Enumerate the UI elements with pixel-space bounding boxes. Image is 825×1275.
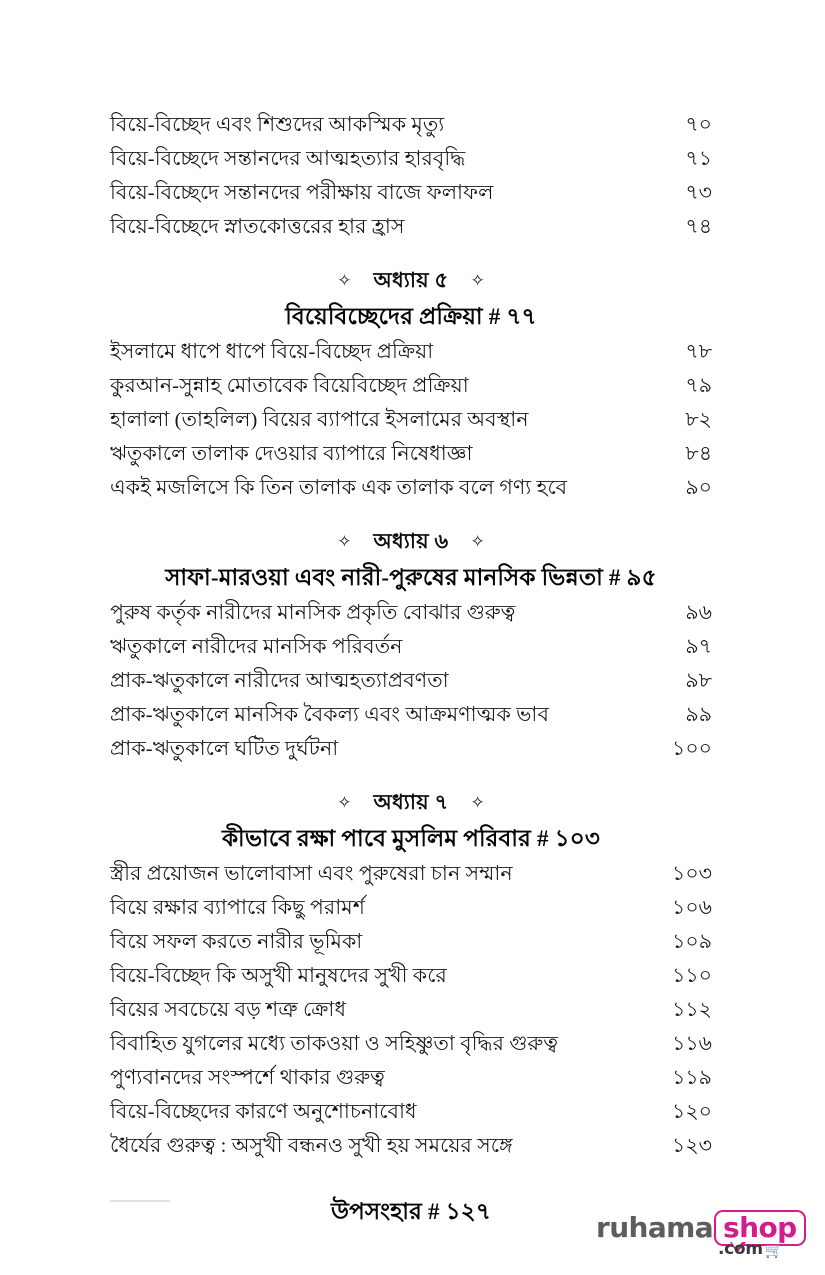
toc-entry-page-number: ৭৩ xyxy=(685,182,712,204)
toc-entry-title: বিয়ে-বিচ্ছেদ এবং শিশুদের আকস্মিক মৃত্যু xyxy=(110,114,445,136)
cart-icon: 🛒 xyxy=(764,1241,784,1259)
toc-entry[interactable] xyxy=(110,142,712,176)
chapter-heading xyxy=(110,527,712,594)
toc-entry-page-number: ১১৬ xyxy=(672,1033,712,1055)
chapter-label-row xyxy=(110,266,712,296)
toc-entry-page-number: ৭৯ xyxy=(685,375,712,397)
toc-entry-title: বিয়ে-বিচ্ছেদে সন্তানদের আত্মহত্যার হারবৃদ্ধি xyxy=(110,148,466,170)
diamond-ornament-icon: ✧ xyxy=(337,531,352,551)
footer-divider xyxy=(110,1200,170,1202)
toc-entry-page-number: ১১৯ xyxy=(672,1067,712,1089)
toc-group xyxy=(110,788,712,1163)
toc-entry[interactable] xyxy=(110,596,712,630)
ruhamashop-watermark xyxy=(596,1208,796,1264)
chapter-title: কীভাবে রক্ষা পাবে মুসলিম পরিবার # ১০৩ xyxy=(221,826,601,851)
toc-entry[interactable] xyxy=(110,959,712,993)
toc-entry-title: প্রাক-ঋতুকালে মানসিক বৈকল্য এবং আক্রমণাত্মক ভাব xyxy=(110,704,549,726)
chapter-heading xyxy=(110,266,712,333)
toc-entry-title: বিয়ে রক্ষার ব্যাপারে কিছু পরামর্শ xyxy=(110,897,365,919)
toc-entry[interactable] xyxy=(110,471,712,505)
toc-entry-title: পুণ্যবানদের সংস্পর্শে থাকার গুরুত্ব xyxy=(110,1067,385,1089)
toc-entry[interactable] xyxy=(110,176,712,210)
toc-entry-title: বিয়ে সফল করতে নারীর ভূমিকা xyxy=(110,931,363,953)
toc-entry-page-number: ১০৩ xyxy=(672,863,712,885)
toc-entry-page-number: ১০০ xyxy=(672,738,712,760)
toc-entry-page-number: ৮২ xyxy=(685,409,712,431)
diamond-ornament-icon: ✧ xyxy=(337,792,352,812)
toc-entry-page-number: ১২৩ xyxy=(672,1135,712,1157)
toc-entry-page-number: ৭০ xyxy=(685,114,712,136)
toc-entry[interactable] xyxy=(110,630,712,664)
toc-entry-title: বিয়ে-বিচ্ছেদের কারণে অনুশোচনাবোধ xyxy=(110,1101,417,1123)
toc-entry[interactable] xyxy=(110,664,712,698)
toc-entry-page-number: ৮৪ xyxy=(685,443,712,465)
toc-entry-page-number: ৯৬ xyxy=(685,602,712,624)
watermark-tld-row xyxy=(718,1241,783,1258)
toc-entry-title: ধৈর্যের গুরুত্ব : অসুখী বন্ধনও সুখী হয় সময়ের সঙ্গে xyxy=(110,1135,513,1157)
table-of-contents xyxy=(110,108,712,1232)
toc-entry-title: একই মজলিসে কি তিন তালাক এক তালাক বলে গণ্য হবে xyxy=(110,477,568,499)
toc-entry[interactable] xyxy=(110,369,712,403)
toc-entry[interactable] xyxy=(110,1129,712,1163)
toc-entry-title: বিয়ের সবচেয়ে বড় শত্রু ক্রোধ xyxy=(110,999,347,1021)
toc-entry-page-number: ৭৮ xyxy=(685,341,712,363)
toc-entry[interactable] xyxy=(110,857,712,891)
toc-entry[interactable] xyxy=(110,698,712,732)
diamond-ornament-icon: ✧ xyxy=(337,270,352,290)
toc-group xyxy=(110,527,712,766)
toc-entry[interactable] xyxy=(110,732,712,766)
chapter-heading xyxy=(110,788,712,855)
toc-entry-title: ঋতুকালে তালাক দেওয়ার ব্যাপারে নিষেধাজ্ঞা xyxy=(110,443,473,465)
toc-entry-page-number: ৯০ xyxy=(685,477,712,499)
toc-entry-title: প্রাক-ঋতুকালে ঘটিত দুর্ঘটনা xyxy=(110,738,339,760)
toc-entry-page-number: ১১০ xyxy=(672,965,712,987)
watermark-brand-primary: ruhama xyxy=(596,1211,714,1245)
chapter-title: বিয়েবিচ্ছেদের প্রক্রিয়া # ৭৭ xyxy=(285,304,537,329)
toc-entry-title: পুরুষ কর্তৃক নারীদের মানসিক প্রকৃতি বোঝার গুরুত্ব xyxy=(110,602,516,624)
toc-entry-page-number: ৭৪ xyxy=(685,216,712,238)
diamond-ornament-icon: ✧ xyxy=(470,792,485,812)
toc-group xyxy=(110,108,712,244)
toc-entry-page-number: ১২০ xyxy=(672,1101,712,1123)
toc-entry-page-number: ১১২ xyxy=(672,999,712,1021)
chapter-number-label: অধ্যায় ৫ xyxy=(373,267,449,292)
toc-entry[interactable] xyxy=(110,925,712,959)
chapter-title: সাফা-মারওয়া এবং নারী-পুরুষের মানসিক ভিন্নতা # ৯৫ xyxy=(165,565,657,590)
toc-entry[interactable] xyxy=(110,1061,712,1095)
toc-entry-title: বিয়ে-বিচ্ছেদে স্নাতকোত্তরের হার হ্রাস xyxy=(110,216,405,238)
toc-entry-title: বিয়ে-বিচ্ছেদ কি অসুখী মানুষদের সুখী করে xyxy=(110,965,447,987)
conclusion-heading: উপসংহার # ১২৭ xyxy=(330,1199,492,1224)
toc-entry[interactable] xyxy=(110,993,712,1027)
toc-entry-page-number: ১০৯ xyxy=(672,931,712,953)
toc-entry-title: প্রাক-ঋতুকালে নারীদের আত্মহত্যাপ্রবণতা xyxy=(110,670,449,692)
toc-entry[interactable] xyxy=(110,891,712,925)
chapter-label-row xyxy=(110,788,712,818)
toc-entry[interactable] xyxy=(110,1027,712,1061)
toc-entry-title: ঋতুকালে নারীদের মানসিক পরিবর্তন xyxy=(110,636,403,658)
toc-entry[interactable] xyxy=(110,437,712,471)
toc-entry[interactable] xyxy=(110,108,712,142)
diamond-ornament-icon: ✧ xyxy=(470,270,485,290)
toc-entry-page-number: ১০৬ xyxy=(672,897,712,919)
toc-entry-title: বিবাহিত যুগলের মধ্যে তাকওয়া ও সহিষ্ণুতা বৃদ্ধির গুরুত্ব xyxy=(110,1033,559,1055)
toc-entry[interactable] xyxy=(110,403,712,437)
toc-entry[interactable] xyxy=(110,1095,712,1129)
toc-entry[interactable] xyxy=(110,210,712,244)
toc-group xyxy=(110,266,712,505)
toc-entry-title: স্ত্রীর প্রয়োজন ভালোবাসা এবং পুরুষেরা চান সম্মান xyxy=(110,863,513,885)
toc-entry[interactable] xyxy=(110,335,712,369)
chapter-number-label: অধ্যায় ৬ xyxy=(373,528,449,553)
toc-entry-page-number: ৯৭ xyxy=(685,636,712,658)
watermark-brand-secondary: shop xyxy=(723,1211,797,1244)
diamond-ornament-icon: ✧ xyxy=(470,531,485,551)
toc-entry-page-number: ৯৯ xyxy=(685,704,712,726)
toc-entry-title: বিয়ে-বিচ্ছেদে সন্তানদের পরীক্ষায় বাজে ফলাফল xyxy=(110,182,494,204)
toc-entry-title: ইসলামে ধাপে ধাপে বিয়ে-বিচ্ছেদ প্রক্রিয়া xyxy=(110,341,434,363)
chapter-label-row xyxy=(110,527,712,557)
toc-entry-title: কুরআন-সুন্নাহ মোতাবেক বিয়েবিচ্ছেদ প্রক্রিয়া xyxy=(110,375,469,397)
watermark-tld: .com xyxy=(718,1239,763,1259)
toc-entry-page-number: ৯৮ xyxy=(685,670,712,692)
toc-entry-title: হালালা (তাহলিল) বিয়ের ব্যাপারে ইসলামের অবস্থান xyxy=(110,409,529,431)
toc-entry-page-number: ৭১ xyxy=(685,148,712,170)
chapter-number-label: অধ্যায় ৭ xyxy=(373,789,449,814)
